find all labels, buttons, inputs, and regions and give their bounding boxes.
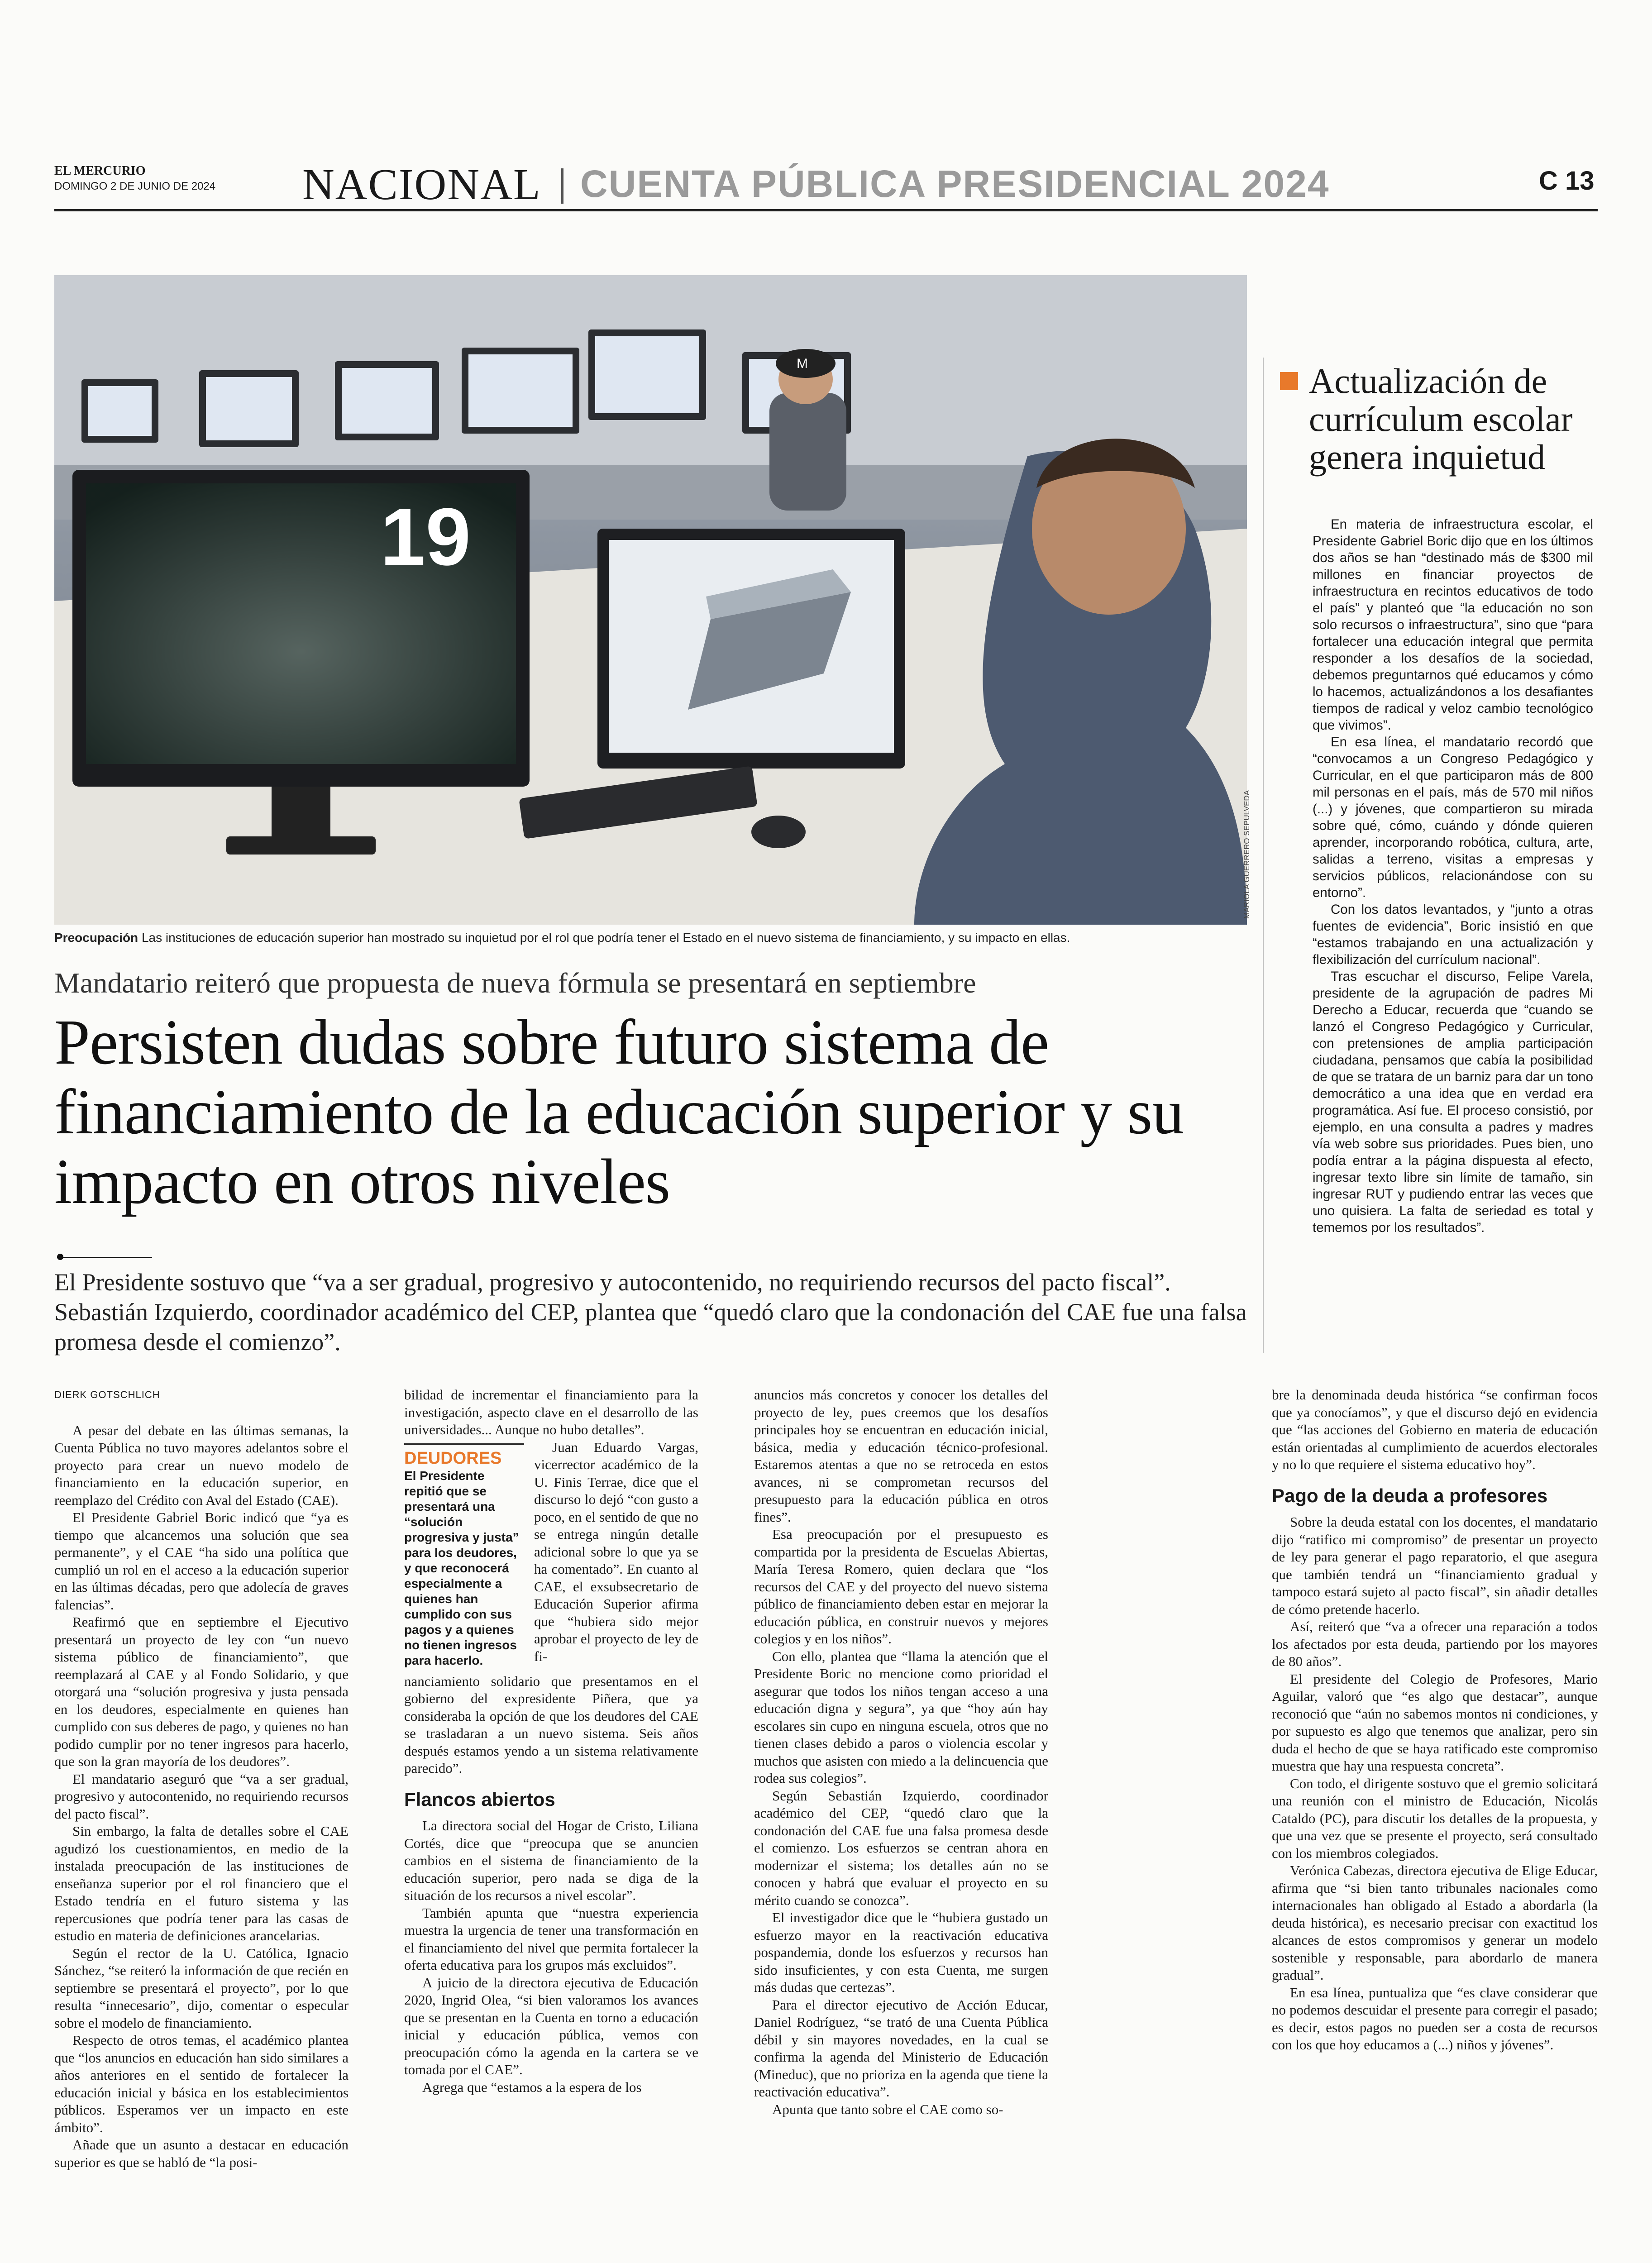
issue-date: DOMINGO 2 DE JUNIO DE 2024 <box>54 180 216 192</box>
photo-credit: MARIOLA GUERRERO SEPULVEDA <box>1242 790 1251 919</box>
article-paragraph: Respecto de otros temas, el académico plantea que “los anuncios en educación han sido similares a años anteriores en el sentido de fortalecer la educación inicial y básica en los establecimientos públicos. Esperamos ver un impacto en este ámbito”. <box>54 2032 349 2135</box>
pull-text: El Presidente repitió que se presentará una “solución progresiva y justa” para los deudores, y que reconocerá especialmente a quienes han cumplido con sus pagos y a quienes no tienen ingresos para hacerlo. <box>404 1468 519 1667</box>
article-paragraph: A juicio de la directora ejecutiva de Educación 2020, Ingrid Olea, “si bien valoramos los avances que se presentan en la Cuenta en torno a educación inicial y educación pública, vemos con preocupación cómo la agenda en la cartera se ve tomada por el CAE”. <box>404 1974 698 2077</box>
article-paragraph: Esa preocupación por el presupuesto es compartida por la presidenta de Escuelas Abiertas, María Teresa Romero, quien declara que “los recursos del CAE y del proyecto del nuevo sistema público de financiamiento deben estar en mejorar la educación pública, en construir nuevos y mejores colegios y en los niños”. <box>754 1526 1048 1647</box>
article-paragraph: Así, reiteró que “va a ofrecer una reparación a todos los afectados por esta deuda, partiendo por los mayores de 80 años”. <box>1272 1618 1598 1669</box>
sidebar-paragraph: En esa línea, el mandatario recordó que “convocamos a un Congreso Pedagógico y Curricular, en el que participaron más de 800 mil personas en el país, más de 570 mil niños (...) y jóvenes, que compartieron su mirada sobre qué, cómo, cuándo y dónde quieren aprender, incorporando robótica, cultura, arte, salidas a terreno, visitas a empresas y servicios públicos, relacionándose con su entorno”. <box>1313 735 1593 900</box>
page-number: C 13 <box>1539 166 1595 196</box>
sidebar-paragraph: Tras escuchar el discurso, Felipe Varela, presidente de la agrupación de padres Mi Derecho a Educar, recuerda que “cuando se lanzó el Congreso Pedagógico y Curricular, con pretensiones de amplia participación ciudadana, pensamos que cabía la posibilidad de que se tratara de un barniz para dar un tono democrático a una idea que en verdad era programática. Así fue. El proceso consistió, por ejemplo, en una consulta a padres y madres vía web sobre sus prioridades. Pues bien, uno podía entrar a la página dispuesta al efecto, ingresar texto libre sin límite de tamaño, sin ingresar RUT y pudiendo entrar las veces que uno quisiera. La falta de seriedad es total y tememos por los resultados”. <box>1313 969 1593 1235</box>
byline: DIERK GOTSCHLICH <box>54 1389 160 1400</box>
article-paragraph: El mandatario aseguró que “va a ser gradual, progresivo y autocontenido, no requiriendo recursos del pacto fiscal”. <box>54 1771 349 1822</box>
article-paragraph: También apunta que “nuestra experiencia muestra la urgencia de tener una transformación en el financiamiento del nivel que permita fortalecer la oferta educativa para los grupos más excluidos”. <box>404 1905 698 1973</box>
article-paragraph: Agrega que “estamos a la espera de los <box>422 2079 642 2095</box>
article-paragraph: El presidente del Colegio de Profesores, Mario Aguilar, valoró que “es algo que destacar”, aunque reconoció que “aún no sabemos montos ni condiciones, y por supuesto es algo que tenemos que analizar, pero sin duda el hecho de que se haya ratificado este compromiso muestra que hay una respuesta concreta”. <box>1272 1671 1598 1774</box>
paper-name: EL MERCURIO <box>54 164 146 178</box>
article-paragraph: anuncios más concretos y conocer los detalles del proyecto de ley, pues creemos que los desafíos principales hoy se encuentran en educación inicial, básica, media y educación técnico-profesional. Estaremos atentas a que no se retroceda en estos avances, ni se comprometan recursos del presupuesto para la educación pública en otros fines”. <box>754 1387 1048 1525</box>
article-paragraph: Juan Eduardo Vargas, vicerrector académico de la U. Finis Terrae, dice que el discurso lo dejó “con gusto a poco, en el sentido de que no se entrega ningún detalle adicional sobre lo que ya se ha comentado”. En cuanto al CAE, el exsubsecretario de Educación Superior afirma que “hubiera sido mejor aprobar el proyecto de ley de fi- <box>534 1439 698 1664</box>
section-divider <box>561 168 563 204</box>
main-photo <box>54 275 1247 925</box>
pull-box <box>404 1443 524 1668</box>
article-paragraph: Añade que un asunto a destacar en educación superior es que se habló de “la posi- <box>54 2137 349 2170</box>
subhead-flancos: Flancos abiertos <box>404 1788 555 1810</box>
article-paragraph: Verónica Cabezas, directora ejecutiva de Elige Educar, afirma que “si bien tanto tribunales nacionales como internacionales han obligado al Estado a abordarla (la deuda histórica), es necesario precisar con exactitud los alcances de estos compromisos y generar un modelo sostenible y responsable, para abordarlo de manera gradual”. <box>1272 1862 1598 1983</box>
article-paragraph: bre la denominada deuda histórica “se confirman focos que ya conocíamos”, y que el discurso dejó en evidencia que “las acciones del Gobierno en materia de educación están orientadas al cumplimiento de acuerdos electorales y no lo que requiere el sistema educativo hoy”. <box>1272 1387 1598 1472</box>
article-paragraph: La directora social del Hogar de Cristo, Liliana Cortés, dice que “preocupa que se anuncien cambios en el sistema de financiamiento de la educación superior, pero nada se diga de la situación de los recursos a nivel escolar”. <box>404 1818 698 1903</box>
article-column-4 <box>1272 1386 1598 2054</box>
article-column-3 <box>754 1386 1048 2118</box>
caption-text: Las instituciones de educación superior han mostrado su inquietud por el rol que podría tener el Estado en el nuevo sistema de financiamiento, y su impacto en ellas. <box>138 931 1070 945</box>
article-kicker: Mandatario reiteró que propuesta de nueva fórmula se presentará en septiembre <box>54 967 976 999</box>
masthead-rule <box>54 209 1598 211</box>
article-column-2 <box>404 1386 698 2096</box>
sidebar-body <box>1313 516 1593 1236</box>
article-column-1 <box>54 1386 349 2171</box>
sidebar-bullet <box>1280 372 1298 390</box>
article-paragraph: A pesar del debate en las últimas semanas, la Cuenta Pública no tuvo mayores adelantos sobre el proyecto para crear un nuevo modelo de financiamiento en la educación superior, en reemplazo del Crédito con Aval del Estado (CAE). <box>54 1422 349 1508</box>
article-paragraph: Sin embargo, la falta de detalles sobre el CAE agudizó los cuestionamientos, en medio de la instalada preocupación de las instituciones de enseñanza superior por el rol financiero que el Estado tendría en el futuro sistema y las repercusiones que podría tener para las casas de estudio en materia de definiciones arancelarias. <box>54 1823 349 1943</box>
article-paragraph: Sobre la deuda estatal con los docentes, el mandatario dijo “ratifico mi compromiso” de presentar un proyecto de ley para generar el pago reparatorio, el que asegura que también tendrá un “financiamiento gradual y tampoco estará sujeto al pacto fiscal”, sin añadir detalles de cómo pretende hacerlo. <box>1272 1514 1598 1617</box>
article-paragraph: Según el rector de la U. Católica, Ignacio Sánchez, “se reiteró la información de que recién en septiembre se presentará el proyecto”, por lo que resulta “innecesario”, dijo, comentar o especular sobre el modelo de financiamiento. <box>54 1945 349 2031</box>
article-paragraph: Con todo, el dirigente sostuvo que el gremio solicitará una reunión con el ministro de Educación, Nicolás Cataldo (PC), para discutir los detalles de la propuesta, y que una vez que se presente el proyecto, será consultado con los miembros colegiados. <box>1272 1775 1598 1861</box>
cap-logo: M <box>797 356 808 371</box>
computer-lab-illustration <box>54 275 1247 925</box>
photo-caption <box>54 930 1249 945</box>
section-name: NACIONAL <box>302 160 541 209</box>
article-paragraph: Con ello, plantea que “llama la atención que el Presidente Boric no mencione como prioridad el asegurar que todos los niños tengan acceso a una educación digna y segura”, ya que “hoy aún hay escolares sin cupo en ninguna escuela, otros que no tienen clases debido a paros o violencia escolar y muchos que asisten con miedo a la delincuencia que rodea sus colegios”. <box>754 1648 1048 1786</box>
sidebar-title: Actualización de currículum escolar genera inquietud <box>1309 361 1573 477</box>
pull-kicker: DEUDORES <box>404 1443 524 1468</box>
article-paragraph: Apunta que tanto sobre el CAE como so- <box>772 2101 1003 2117</box>
article-paragraph: El Presidente Gabriel Boric indicó que “ya es tiempo que alcancemos una solución que sea permanente”, y el CAE “ha sido una política que cumplió un rol en el acceso a la educación superior en las últimas décadas, pero que adolecía de graves falencias”. <box>54 1509 349 1613</box>
subhead-pago-deuda: Pago de la deuda a profesores <box>1272 1485 1548 1506</box>
article-paragraph: bilidad de incrementar el financiamiento para la investigación, aspecto clave en el desarrollo de las universidades... Aunque no hubo detalles”. <box>404 1387 698 1437</box>
headline-underline <box>57 1257 152 1258</box>
sidebar-paragraph: Con los datos levantados, y “junto a otras fuentes de evidencia”, Boric insistió en que “estamos trabajando en una actualización y flexibilización del currículum nacional”. <box>1313 902 1593 967</box>
article-paragraph: Según Sebastián Izquierdo, coordinador académico del CEP, “quedó claro que la condonación del CAE fue una falsa promesa desde el comienzo. Los esfuerzos se centran ahora en modernizar el sistema; los detalles aún no se conocen y habrá que evaluar el proyecto en su mérito cuando se conozca”. <box>754 1787 1048 1908</box>
article-headline: Persisten dudas sobre futuro sistema de financiamiento de la educación superior y su impacto en otros niveles <box>54 1006 1184 1217</box>
caption-lead: Preocupación <box>54 931 138 945</box>
article-lead: El Presidente sostuvo que “va a ser gradual, progresivo y autocontenido, no requiriendo recursos del pacto fiscal”. Sebastián Izquierdo, coordinador académico del CEP, plantea que “quedó claro que la condonación del CAE fue una falsa promesa desde el comienzo”. <box>54 1269 1247 1356</box>
article-paragraph: El investigador dice que le “hubiera gustado un esfuerzo mayor en la reactivación educativa pospandemia, donde los esfuerzos y recursos han sido insuficientes, y con esta Cuenta, me surgen más dudas que certezas”. <box>754 1910 1048 1995</box>
article-paragraph: nanciamiento solidario que presentamos en el gobierno del expresidente Piñera, que ya consideraba la opción de que los deudores del CAE se trasladaran a un nuevo sistema. Seis años después estamos yendo a un sistema relativamente parecido”. <box>404 1673 698 1776</box>
article-paragraph: Reafirmó que en septiembre el Ejecutivo presentará un proyecto de ley con “un nuevo sistema público de financiamiento”, que reemplazará al CAE y al Fondo Solidario, y que otorgará una “solución progresiva y justa pensada en los deudores, especialmente en quienes han cumplido con sus deberes de pago, y quienes no han podido cumplir por no tener ingresos para hacerlo, que son la gran mayoría de los deudores”. <box>54 1614 349 1769</box>
subsection-name: CUENTA PÚBLICA PRESIDENCIAL 2024 <box>580 162 1330 205</box>
sidebar-paragraph: En materia de infraestructura escolar, el Presidente Gabriel Boric dijo que en los últimos dos años se han “destinado más de $300 mil millones en financiar proyectos de infraestructura en recintos educativos de todo el país” y planteó que “la educación no son solo recursos o infraestructura”, sino que “para fortalecer una educación integral que permita responder a los desafíos de la sociedad, debemos preguntarnos qué educamos y cómo lo hacemos, actualizándonos a los desafiantes tiempos de radical y veloz cambio tecnológico que vivimos”. <box>1313 517 1593 733</box>
monitor-number: 19 <box>380 492 471 582</box>
article-paragraph: En esa línea, puntualiza que “es clave considerar que no podemos descuidar el presente para corregir el pasado; es decir, estos pagos no pueden ser a costa de recursos con los que hoy educamos a (...) niños y jóvenes”. <box>1272 1984 1598 2053</box>
article-paragraph: Para el director ejecutivo de Acción Educar, Daniel Rodríguez, “se trató de una Cuenta Pública débil y sin mayores novedades, en la cual se confirma la agenda del Ministerio de Educación (Mineduc), que no prioriza en la agenda que tiene la reactivación educativa”. <box>754 1996 1048 2100</box>
sidebar-divider <box>1263 358 1264 1353</box>
